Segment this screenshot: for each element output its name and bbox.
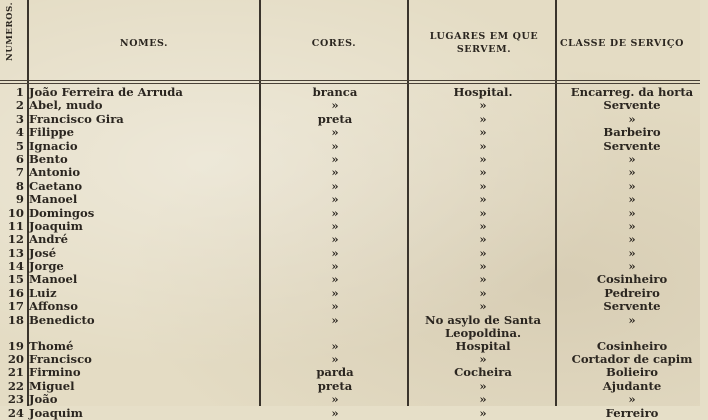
row-name: Manoel (29, 192, 78, 207)
row-name: Caetano (29, 178, 83, 193)
row-number: 8 (15, 178, 24, 193)
row-name: João (29, 392, 58, 407)
row-lugar: » (479, 218, 487, 233)
row-name: Firmino (29, 365, 81, 380)
row-number: 2 (15, 98, 24, 113)
table-row (0, 366, 700, 379)
row-classe: Barbeiro (603, 125, 661, 140)
row-classe: » (628, 218, 636, 233)
row-cor: » (331, 151, 339, 166)
table-row (0, 340, 700, 353)
table-body (0, 86, 700, 420)
row-cor: » (331, 352, 339, 367)
row-lugar: No asylo de Santa Leopoldina. (424, 312, 542, 340)
row-cor: » (331, 392, 339, 407)
header-nomes: NOMES. (119, 37, 169, 49)
row-classe: Ferreiro (605, 405, 659, 420)
row-cor: » (331, 165, 339, 180)
row-classe: Ajudante (602, 378, 662, 393)
row-cor: » (331, 312, 339, 327)
row-number: 14 (7, 259, 24, 274)
row-classe: » (628, 111, 636, 126)
row-name: Jorge (29, 259, 64, 274)
table-row (0, 166, 700, 179)
row-number: 19 (7, 338, 24, 353)
row-classe: Cosinheiro (596, 338, 668, 353)
table-row (0, 220, 700, 233)
row-name: Luiz (29, 285, 57, 300)
table-row (0, 380, 700, 393)
row-number: 16 (7, 285, 24, 300)
row-classe: » (628, 178, 636, 193)
row-number: 20 (7, 352, 24, 367)
row-classe: Pedreiro (604, 285, 660, 300)
row-lugar: » (479, 165, 487, 180)
row-lugar: » (479, 272, 487, 287)
row-cor: » (331, 138, 339, 153)
row-cor: » (331, 125, 339, 140)
row-cor: » (331, 272, 339, 287)
table-row (0, 113, 700, 126)
row-cor: » (331, 98, 339, 113)
table-row (0, 260, 700, 273)
row-name: Miguel (29, 378, 75, 393)
table-row (0, 86, 700, 99)
row-number: 6 (15, 151, 24, 166)
row-number: 21 (7, 365, 24, 380)
row-cor: » (331, 299, 339, 314)
row-name: Thomé (29, 338, 74, 353)
row-name: Manoel (29, 272, 78, 287)
row-lugar: » (479, 138, 487, 153)
row-cor: branca (312, 85, 358, 99)
row-number: 24 (7, 405, 24, 420)
table-row (0, 180, 700, 193)
row-classe: Servente (603, 299, 661, 314)
row-name: Bento (29, 151, 68, 166)
row-name: Joaquim (29, 405, 83, 420)
row-name: José (29, 245, 57, 260)
row-number: 15 (7, 272, 24, 287)
row-classe: Servente (603, 138, 661, 153)
row-lugar: » (479, 98, 487, 113)
row-name: Ignacio (29, 138, 78, 153)
header-rule (0, 80, 700, 81)
row-lugar: » (479, 245, 487, 260)
row-name: Affonso (29, 299, 78, 314)
table-row (0, 193, 700, 206)
row-number: 5 (15, 138, 24, 153)
row-lugar: » (479, 392, 487, 407)
row-classe: Cosinheiro (596, 272, 668, 287)
table-row (0, 287, 700, 300)
row-cor: » (331, 192, 339, 207)
table-row (0, 247, 700, 260)
table-row (0, 126, 700, 139)
row-classe: » (628, 312, 636, 327)
row-cor: » (331, 245, 339, 260)
row-name: Joaquim (29, 218, 83, 233)
table-row (0, 393, 700, 406)
row-name: Domingos (29, 205, 95, 220)
row-classe: » (628, 245, 636, 260)
table-row (0, 233, 700, 246)
row-number: 23 (7, 392, 24, 407)
row-cor: » (331, 178, 339, 193)
header-lugares: LUGARES EM QUE SERVEM. (429, 31, 539, 55)
row-lugar: » (479, 378, 487, 393)
row-name: Benedicto (29, 312, 95, 327)
header-cores: CORES. (311, 37, 357, 49)
row-lugar: » (479, 259, 487, 274)
row-lugar: » (479, 299, 487, 314)
row-number: 13 (7, 245, 24, 260)
row-name: Antonio (29, 165, 81, 180)
row-name: Abel, mudo (29, 98, 103, 113)
row-classe: » (628, 392, 636, 407)
row-lugar: » (479, 111, 487, 126)
table-row (0, 273, 700, 286)
row-number: 22 (7, 378, 24, 393)
row-classe: » (628, 259, 636, 274)
row-name: Filippe (29, 125, 75, 140)
row-classe: » (628, 192, 636, 207)
row-lugar: » (479, 285, 487, 300)
table-row (0, 140, 700, 153)
row-number: 9 (15, 192, 24, 207)
row-cor: » (331, 285, 339, 300)
row-cor: » (331, 205, 339, 220)
row-lugar: » (479, 192, 487, 207)
row-number: 11 (7, 218, 24, 233)
table-row (0, 407, 700, 420)
row-classe: » (628, 151, 636, 166)
row-number: 7 (15, 165, 24, 180)
row-lugar: Hospital. (453, 85, 513, 99)
header-rule (0, 83, 700, 84)
row-number: 18 (7, 312, 24, 327)
row-cor: » (331, 218, 339, 233)
row-lugar: » (479, 151, 487, 166)
row-classe: Servente (603, 98, 661, 113)
row-lugar: » (479, 352, 487, 367)
row-name: Francisco (29, 352, 92, 367)
row-cor: » (331, 259, 339, 274)
table-row (0, 99, 700, 112)
row-lugar: » (479, 125, 487, 140)
table-row (0, 300, 700, 313)
row-classe: » (628, 165, 636, 180)
row-classe: » (628, 205, 636, 220)
row-cor: » (331, 405, 339, 420)
row-cor: » (331, 338, 339, 353)
row-cor: preta (317, 378, 353, 393)
row-name: Francisco Gira (29, 111, 124, 126)
table-row (0, 314, 700, 340)
row-cor: parda (316, 365, 354, 380)
row-name: André (29, 232, 69, 247)
table-row (0, 207, 700, 220)
row-number: 10 (7, 205, 24, 220)
header-numeros: NUMEROS. (5, 1, 15, 61)
row-lugar: Hospital (455, 338, 511, 353)
row-classe: Bolieiro (606, 365, 658, 380)
row-number: 17 (7, 299, 24, 314)
table-row (0, 353, 700, 366)
row-cor: » (331, 232, 339, 247)
row-lugar: » (479, 205, 487, 220)
table-row (0, 153, 700, 166)
row-lugar: » (479, 232, 487, 247)
row-cor: preta (317, 111, 353, 126)
row-lugar: » (479, 178, 487, 193)
row-classe: Cortador de capim (571, 352, 693, 367)
row-number: 4 (15, 125, 24, 140)
row-lugar: Cocheira (454, 365, 512, 380)
row-number: 12 (7, 232, 24, 247)
row-classe: Encarreg. da horta (570, 85, 694, 99)
header-classe: CLASSE DE SERVIÇO (560, 37, 684, 49)
row-number: 1 (15, 85, 24, 99)
row-lugar: » (479, 405, 487, 420)
row-name: João Ferreira de Arruda (29, 85, 183, 99)
row-classe: » (628, 232, 636, 247)
row-number: 3 (15, 111, 24, 126)
